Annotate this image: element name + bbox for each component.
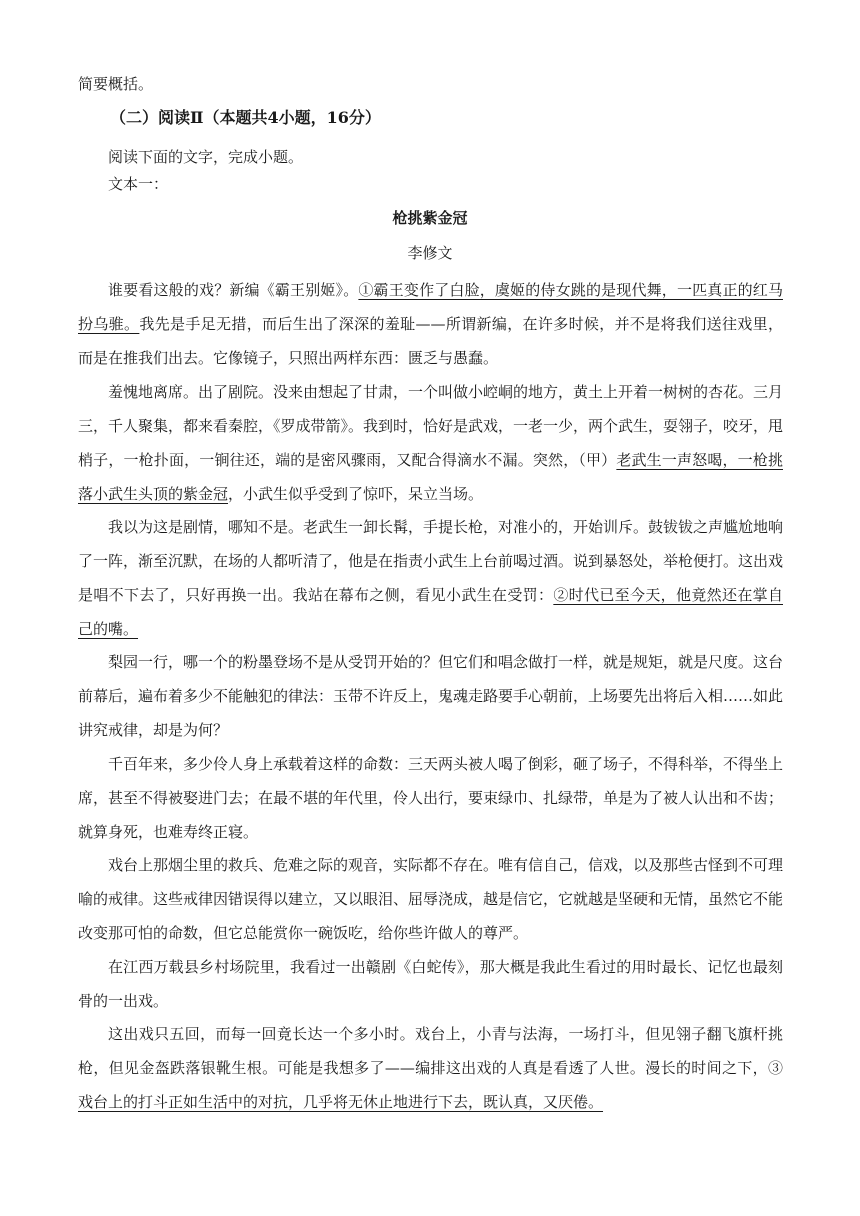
paragraph-4 xyxy=(78,645,783,747)
underlined-sentence-1: ①霸王变作了白脸，虞姬的侍女跳的是现代舞，一匹真正的红马扮乌骓。 xyxy=(78,281,783,333)
paragraph-8-text-a: 这出戏只五回，而每一回竟长达一个多小时。戏台上，小青与法海，一场打斗，但见翎子翻飞旗杆挑枪，但见金盔跌落银靴生根。可能是我想多了——编排这出戏的人真是看透了人世。漫长的时间之下，③ xyxy=(78,1025,783,1077)
paragraph-5 xyxy=(78,747,783,849)
paragraph-1-text-b: 我先是手足无措，而后生出了深深的羞耻——所谓新编，在许多时候，并不是将我们送往戏里，而是在推我们出去。它像镜子，只照出两样东西：匮乏与愚蠢。 xyxy=(78,315,783,367)
paragraph-5-text: 千百年来，多少伶人身上承载着这样的命数：三天两头被人喝了倒彩，砸了场子，不得科举，不得坐上席，甚至不得被娶进门去；在最不堪的年代里，伶人出行，要束绿巾、扎绿带，单是为了被人认出和不齿；就算身死，也难寿终正寝。 xyxy=(78,755,784,841)
paragraph-3 xyxy=(78,510,783,646)
underlined-sentence-2: ②时代已至今天，他竟然还在掌自己的嘴。 xyxy=(78,586,783,638)
paragraph-4-text: 梨园一行，哪一个的粉墨登场不是从受罚开始的？但它们和唱念做打一样，就是规矩，就是尺度。这台前幕后，遍布着多少不能触犯的律法：玉带不许反上，鬼魂走路要手心朝前，上场要先出将后入相……如此讲究戒律，却是为何？ xyxy=(78,653,784,739)
paragraph-6 xyxy=(78,848,783,950)
section-heading: （二）阅读Ⅱ（本题共4小题，16分） xyxy=(110,108,381,127)
underlined-sentence-jia: 老武生一声怒喝，一枪挑落小武生头顶的紫金冠 xyxy=(78,451,783,503)
article-title: 枪挑紫金冠 xyxy=(392,209,468,227)
paragraph-1-text-a: 谁要看这般的戏？新编《霸王别姬》。 xyxy=(108,281,359,299)
paragraph-8 xyxy=(78,1017,783,1119)
paragraph-7 xyxy=(78,950,783,1018)
paragraph-7-text: 在江西万载县乡村场院里，我看过一出赣剧《白蛇传》，那大概是我此生看过的用时最长、记忆也最刻骨的一出戏。 xyxy=(78,958,783,1010)
article-author: 李修文 xyxy=(407,244,453,262)
paragraph-2-text-a: 羞愧地离席。出了剧院。没来由想起了甘肃，一个叫做小崆峒的地方，黄土上开着一树树的杏花。三月三，千人聚集，都来看秦腔，《罗成带箭》。我到时，恰好是武戏，一老一少，两个武生，耍翎子，咬牙，甩梢子，一枪扑面，一锏往还，端的是密风骤雨，又配合得滴水不漏。突然，（甲） xyxy=(78,383,784,469)
underlined-sentence-3: 戏台上的打斗正如生活中的对抗，几乎将无休止地进行下去，既认真，又厌倦。 xyxy=(78,1093,604,1111)
paragraph-3-text-a: 我以为这是剧情，哪知不是。老武生一卸长髯，手提长枪，对准小的，开始训斥。鼓钹钹之声尴尬地响了一阵，渐至沉默，在场的人都听清了，他是在指责小武生上台前喝过酒。说到暴怒处，举枪便打。这出戏是唱不下去了，只好再换一出。我站在幕布之侧，看见小武生在受罚： xyxy=(78,518,784,604)
text-label: 文本一： xyxy=(108,175,169,193)
lead-text: 简要概括。 xyxy=(78,75,154,93)
paragraph-1 xyxy=(78,273,783,375)
paragraph-2 xyxy=(78,375,783,511)
paragraph-2-text-b: ，小武生似乎受到了惊吓，呆立当场。 xyxy=(228,485,484,503)
instruction-text: 阅读下面的文字，完成小题。 xyxy=(108,148,304,166)
paragraph-6-text: 戏台上那烟尘里的救兵、危难之际的观音，实际都不存在。唯有信自己，信戏，以及那些古怪到不可理喻的戒律。这些戒律因错误得以建立，又以眼泪、屈辱浇成，越是信它，它就越是坚硬和无情，虽然它不能改变那可怕的命数，但它总能赏你一碗饭吃，给你些许做人的尊严。 xyxy=(78,856,784,942)
